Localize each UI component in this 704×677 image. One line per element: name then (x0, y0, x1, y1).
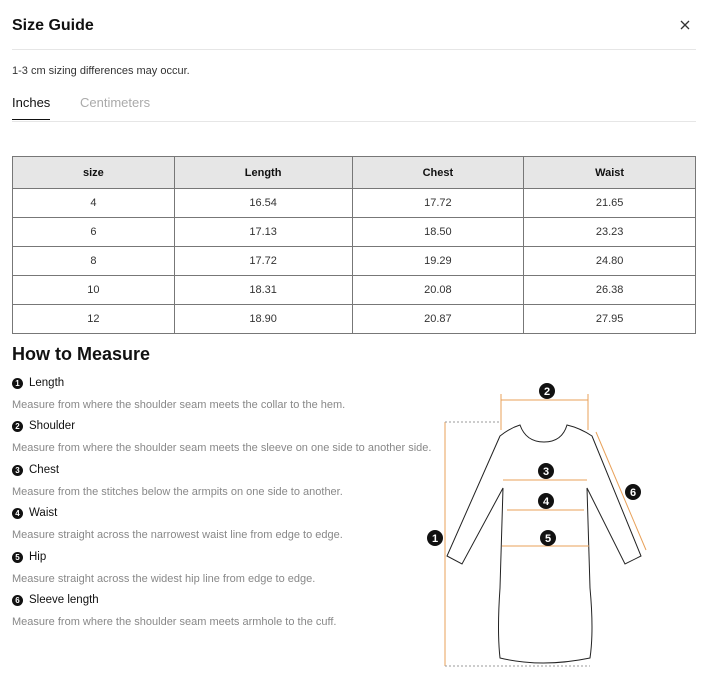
table-cell: 21.65 (524, 189, 696, 218)
table-row (13, 276, 696, 305)
table-cell: 17.13 (174, 218, 352, 247)
step-description: Measure from the stitches below the armpits on one side to another. (12, 486, 343, 498)
step-label: Length (29, 377, 65, 389)
step-description: Measure straight across the narrowest waist line from edge to edge. (12, 529, 343, 541)
tab-inches[interactable]: Inches (12, 95, 50, 120)
marker-2 (539, 383, 555, 399)
measure-step-length (12, 376, 345, 411)
step-label: Hip (29, 551, 47, 563)
marker-label: 2 (543, 386, 551, 398)
table-cell: 17.72 (174, 247, 352, 276)
sizing-note: 1-3 cm sizing differences may occur. (12, 65, 190, 77)
step-number-badge: 6 (12, 595, 23, 606)
modal-title: Size Guide (12, 17, 94, 34)
table-cell: 23.23 (524, 218, 696, 247)
marker-1 (427, 530, 443, 546)
step-number-badge: 1 (12, 378, 23, 389)
step-description: Measure from where the shoulder seam meets armhole to the cuff. (12, 616, 337, 628)
marker-label: 1 (431, 533, 439, 545)
step-label: Sleeve length (29, 594, 99, 606)
measure-step-sleeve-length (12, 593, 336, 628)
step-number-badge: 4 (12, 508, 23, 519)
marker-3 (538, 463, 554, 479)
measure-step-waist (12, 506, 343, 541)
table-cell: 20.87 (352, 305, 524, 334)
step-number-badge: 5 (12, 552, 23, 563)
table-cell: 16.54 (174, 189, 352, 218)
table-cell: 19.29 (352, 247, 524, 276)
step-label: Chest (29, 464, 60, 476)
table-cell: 18.31 (174, 276, 352, 305)
table-cell: 12 (13, 305, 175, 334)
column-header: Waist (524, 157, 696, 189)
how-to-measure-title: How to Measure (12, 344, 151, 364)
step-label: Waist (29, 507, 58, 519)
step-description: Measure from where the shoulder seam meets the collar to the hem. (12, 399, 346, 411)
table-header-row (13, 157, 696, 189)
table-cell: 18.50 (352, 218, 524, 247)
column-header: size (13, 157, 175, 189)
table-cell: 18.90 (174, 305, 352, 334)
table-cell: 8 (13, 247, 175, 276)
column-header: Chest (352, 157, 524, 189)
unit-tabs (12, 90, 696, 122)
table-row (13, 305, 696, 334)
size-table (12, 156, 696, 334)
close-icon[interactable] (678, 18, 692, 32)
measure-step-shoulder (12, 419, 431, 454)
table-row (13, 189, 696, 218)
table-row (13, 247, 696, 276)
step-number-badge: 3 (12, 465, 23, 476)
table-row (13, 218, 696, 247)
table-cell: 20.08 (352, 276, 524, 305)
step-description: Measure from where the shoulder seam meets the sleeve on one side to another side. (12, 442, 432, 454)
column-header: Length (174, 157, 352, 189)
dress-measurement-diagram (412, 376, 704, 674)
table-cell: 17.72 (352, 189, 524, 218)
table-cell: 10 (13, 276, 175, 305)
step-number-badge: 2 (12, 421, 23, 432)
measurement-lines (445, 394, 646, 666)
step-description: Measure straight across the widest hip line from edge to edge. (12, 573, 316, 585)
marker-label: 6 (629, 487, 637, 499)
marker-4 (538, 493, 554, 509)
tab-centimeters[interactable]: Centimeters (80, 95, 151, 110)
measure-step-hip (12, 550, 315, 585)
marker-label: 4 (542, 496, 550, 508)
marker-5 (540, 530, 556, 546)
marker-label: 3 (542, 466, 550, 478)
modal-header (12, 0, 696, 50)
step-label: Shoulder (29, 420, 76, 432)
table-cell: 24.80 (524, 247, 696, 276)
table-cell: 4 (13, 189, 175, 218)
measure-step-chest (12, 463, 343, 498)
marker-label: 5 (544, 533, 552, 545)
marker-6 (625, 484, 641, 500)
table-cell: 27.95 (524, 305, 696, 334)
table-cell: 6 (13, 218, 175, 247)
table-cell: 26.38 (524, 276, 696, 305)
